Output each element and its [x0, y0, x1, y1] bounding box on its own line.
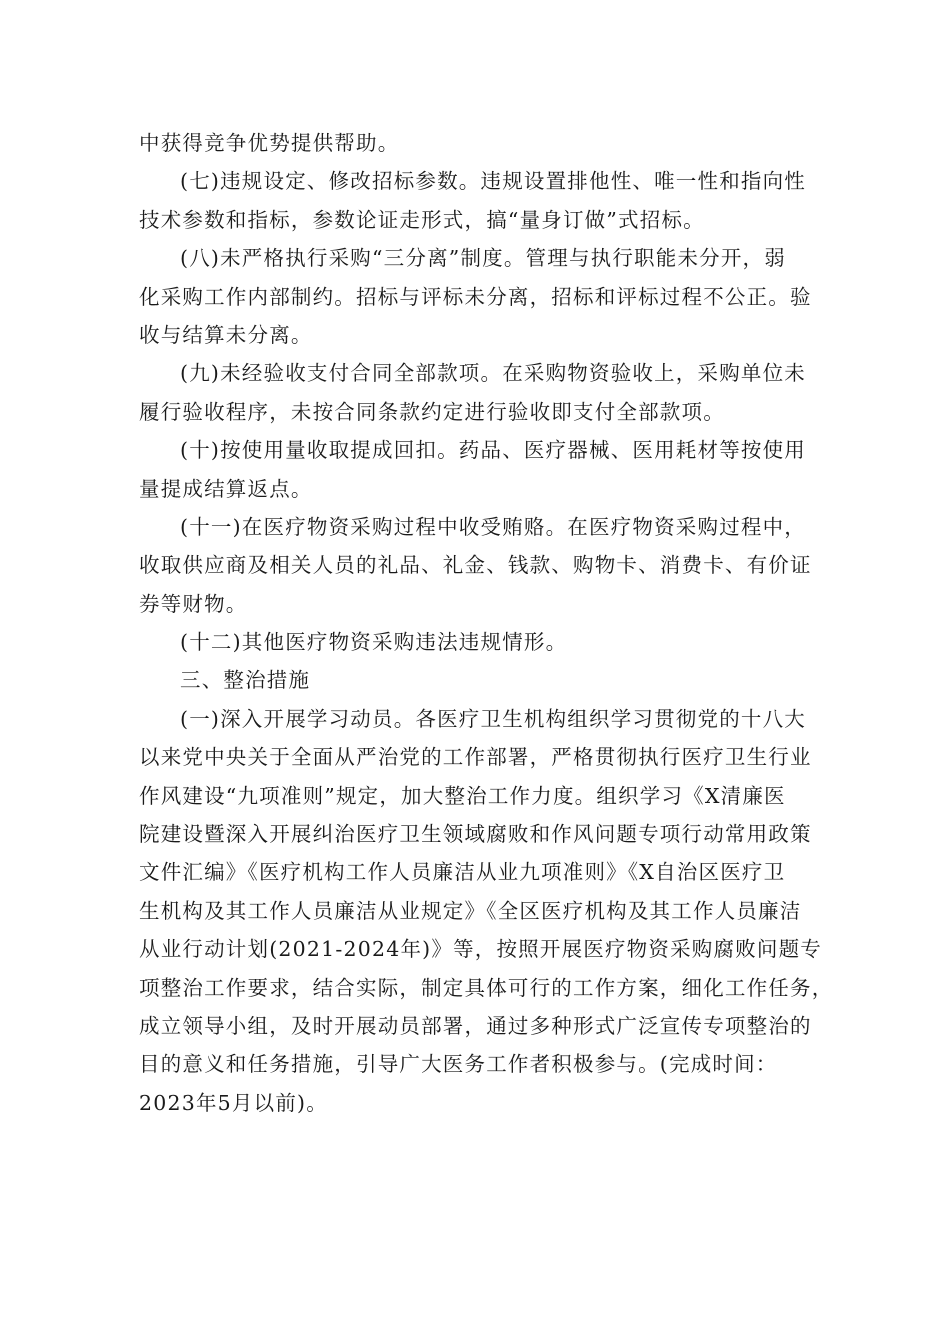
paragraph-item-10: (十)按使用量收取提成回扣。药品、医疗器械、医用耗材等按使用 — [180, 438, 806, 463]
paragraph-item-11: (十一)在医疗物资采购过程中收受贿赂。在医疗物资采购过程中， — [180, 514, 806, 539]
text-line: 项整治工作要求，结合实际，制定具体可行的工作方案，细化工作任务， — [139, 975, 834, 1000]
text-line: 院建设暨深入开展纠治医疗卫生领域腐败和作风问题专项行动常用政策 — [139, 822, 812, 847]
text-line: 技术参数和指标，参数论证走形式，搞“量身订做”式招标。 — [139, 207, 705, 232]
text-line: 从业行动计划(2021-2024年)》等，按照开展医疗物资采购腐败问题专 — [139, 937, 822, 962]
paragraph-item-7: (七)违规设定、修改招标参数。违规设置排他性、唯一性和指向性 — [180, 169, 806, 194]
text-line: 化采购工作内部制约。招标与评标未分离，招标和评标过程不公正。验 — [139, 284, 812, 309]
text-line: 文件汇编》《医疗机构工作人员廉洁从业九项准则》《X自治区医疗卫 — [139, 860, 786, 885]
text-line: 以来党中央关于全面从严治党的工作部署，严格贯彻执行医疗卫生行业 — [139, 745, 812, 770]
text-line: 收取供应商及相关人员的礼品、礼金、钱款、购物卡、消费卡、有价证 — [139, 553, 812, 578]
text-line: 券等财物。 — [139, 591, 248, 616]
paragraph-item-12: (十二)其他医疗物资采购违法违规情形。 — [180, 630, 568, 655]
text-line: 中获得竞争优势提供帮助。 — [139, 131, 400, 155]
text-line: 履行验收程序，未按合同条款约定进行验收即支付全部款项。 — [139, 399, 725, 424]
text-line: 收与结算未分离。 — [139, 322, 313, 347]
paragraph-item-8: (八)未严格执行采购“三分离”制度。管理与执行职能未分开，弱 — [180, 246, 786, 271]
text-line: 生机构及其工作人员廉洁从业规定》《全区医疗机构及其工作人员廉洁 — [139, 898, 802, 923]
text-line: 2023年5月以前)。 — [139, 1090, 328, 1115]
document-body — [139, 124, 839, 1122]
paragraph-measure-1: (一)深入开展学习动员。各医疗卫生机构组织学习贯彻党的十八大 — [180, 706, 806, 731]
text-line: 作风建设“九项准则”规定，加大整治工作力度。组织学习《X清廉医 — [139, 783, 786, 808]
text-line: 成立领导小组，及时开展动员部署，通过多种形式广泛宣传专项整治的 — [139, 1013, 812, 1038]
section-heading: 三、整治措施 — [180, 668, 311, 693]
text-line: 目的意义和任务措施，引导广大医务工作者积极参与。(完成时间： — [139, 1052, 778, 1077]
text-line: 量提成结算返点。 — [139, 476, 313, 501]
paragraph-item-9: (九)未经验收支付合同全部款项。在采购物资验收上，采购单位未 — [180, 361, 806, 386]
